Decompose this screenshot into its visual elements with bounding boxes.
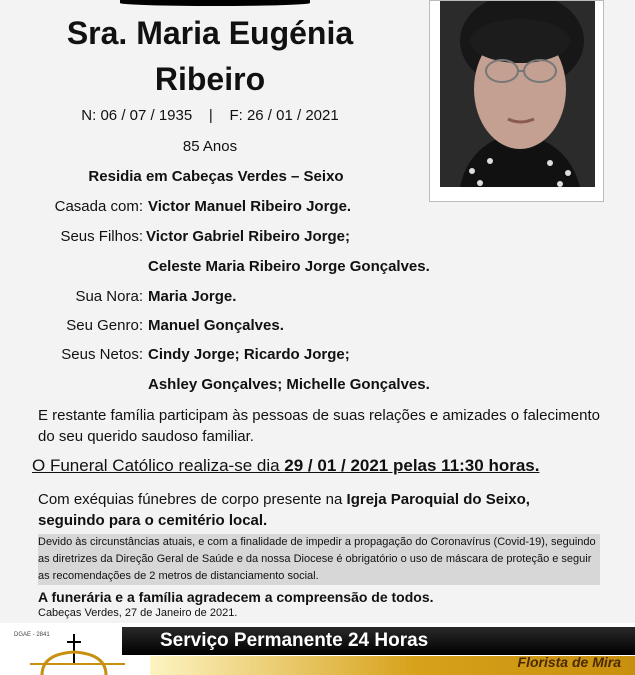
son-in-law-name: Manuel Gonçalves. — [148, 317, 284, 334]
portrait-image — [440, 1, 595, 187]
funeral-line — [32, 456, 607, 476]
children-line-1: Victor Gabriel Ribeiro Jorge; — [146, 228, 350, 245]
exequies-text — [38, 489, 600, 531]
children-line-2: Celeste Maria Ribeiro Jorge Gonçalves. — [148, 258, 430, 275]
daughter-in-law-name: Maria Jorge. — [148, 288, 237, 305]
funeral-prefix: O Funeral Católico realiza-se dia — [32, 456, 285, 475]
grandchildren-label: Seus Netos: — [61, 346, 143, 363]
daughter-in-law-label: Sua Nora: — [75, 288, 143, 305]
deceased-name — [30, 10, 390, 102]
portrait-illustration — [440, 1, 595, 187]
children-label: Seus Filhos: — [60, 228, 143, 245]
service-text: Serviço Permanente 24 Horas — [160, 630, 429, 651]
residence: Residia em Cabeças Verdes – Seixo — [88, 168, 344, 185]
funeral-datetime: 29 / 01 / 2021 pelas 11:30 horas. — [284, 456, 540, 475]
announcement-text: E restante família participam às pessoas de suas relações e amizades o falecimento do seu querido saudoso familiar. — [38, 407, 600, 445]
florist-name: Florista de Mira — [517, 654, 621, 670]
dgae-license: DGAE - 2841 — [14, 632, 50, 638]
funeral-home-logo-icon — [30, 634, 150, 675]
age: 85 Anos — [182, 138, 238, 155]
church-name: Igreja Paroquial do Seixo, — [346, 491, 530, 508]
covid-notice: Devido às circunstâncias atuais, e com a finalidade de impedir a propagação do Coronavírus (Covid-19), seguindo as diretrizes da Direção Geral de Saúde e da nossa Diocese é obrigatório o uso de máscara de proteção e seguir as recomendações de 2 metros de distanciamento social. — [38, 534, 600, 585]
spouse-name: Victor Manuel Ribeiro Jorge. — [148, 198, 352, 215]
son-in-law-label: Seu Genro: — [66, 317, 143, 334]
birth-death-dates: N: 06 / 07 / 1935 | F: 26 / 01 / 2021 — [81, 107, 339, 124]
name-line-1: Sra. Maria Eugénia — [66, 15, 354, 51]
grandchildren-line-2: Ashley Gonçalves; Michelle Gonçalves. — [148, 376, 430, 393]
portrait-photo — [429, 0, 604, 202]
grandchildren-line-1: Cindy Jorge; Ricardo Jorge; — [148, 346, 350, 363]
place-date: Cabeças Verdes, 27 de Janeiro de 2021. — [38, 607, 238, 619]
spouse-label: Casada com: — [54, 198, 143, 215]
name-line-2: Ribeiro — [154, 61, 266, 97]
thanks-text: A funerária e a família agradecem a compreensão de todos. — [38, 589, 434, 605]
exequies-suffix: seguindo para o cemitério local. — [38, 512, 268, 529]
top-decoration — [120, 0, 310, 6]
exequies-prefix: Com exéquias fúnebres de corpo presente na — [38, 491, 347, 508]
